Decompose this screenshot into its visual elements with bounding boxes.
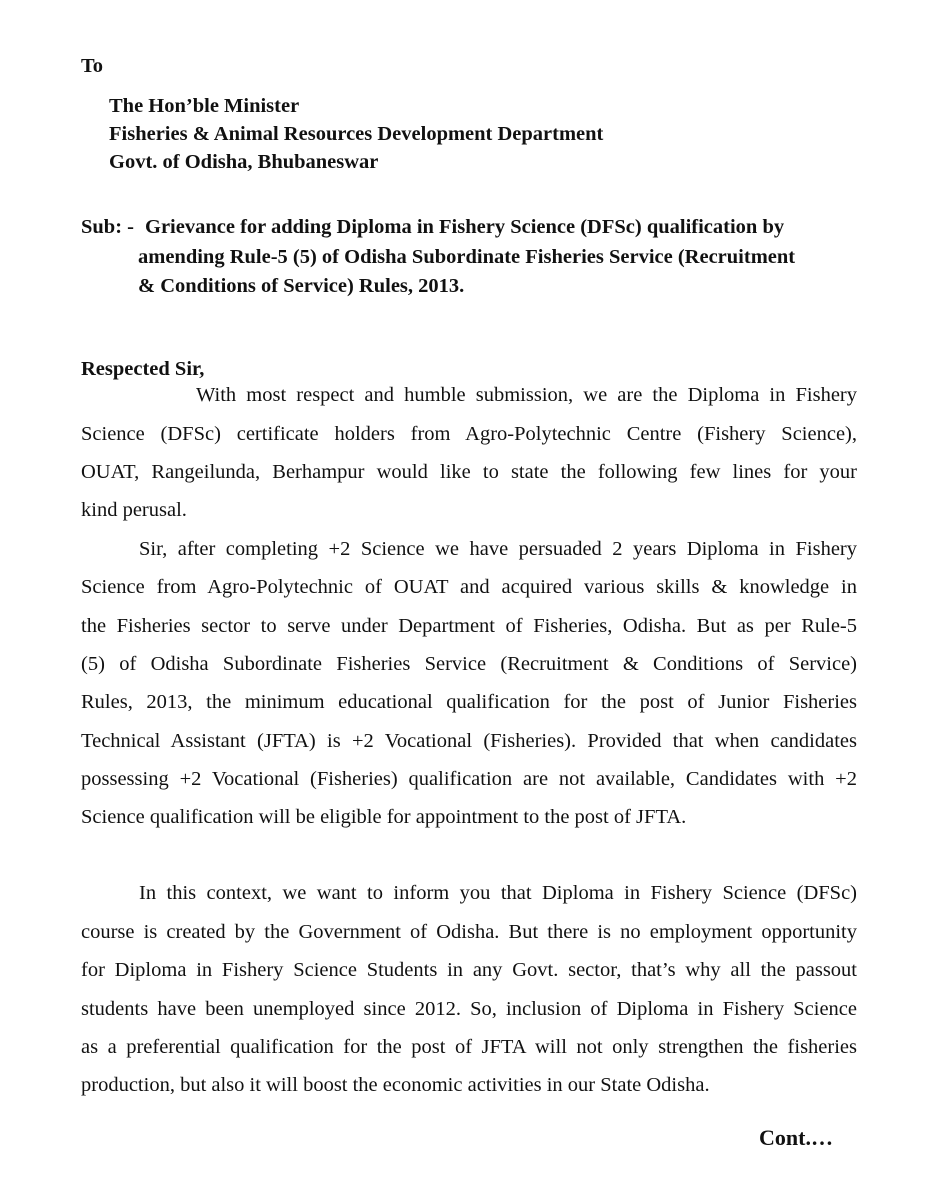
subject-line: Grievance for adding Diploma in Fishery Science (DFSc) qualification by bbox=[145, 216, 785, 238]
addressee-line: Fisheries & Animal Resources Development Department bbox=[109, 123, 604, 145]
paragraph-line: Sir, after completing +2 Science we have persuaded 2 years Diploma in Fishery bbox=[139, 538, 857, 560]
paragraph-line: OUAT, Rangeilunda, Berhampur would like to state the following few lines for your bbox=[81, 461, 857, 483]
paragraph-line: Science (DFSc) certificate holders from Agro-Polytechnic Centre (Fishery Science), bbox=[81, 423, 857, 445]
paragraph-line: Science qualification will be eligible for appointment to the post of JFTA. bbox=[81, 806, 687, 828]
paragraph-line: students have been unemployed since 2012. So, inclusion of Diploma in Fishery Science bbox=[81, 998, 857, 1020]
subject-line: & Conditions of Service) Rules, 2013. bbox=[138, 275, 465, 297]
addressee-line: Govt. of Odisha, Bhubaneswar bbox=[109, 151, 379, 173]
paragraph-line: In this context, we want to inform you that Diploma in Fishery Science (DFSc) bbox=[139, 882, 857, 904]
paragraph-line: possessing +2 Vocational (Fisheries) qualification are not available, Candidates with +2 bbox=[81, 768, 857, 790]
paragraph-line: for Diploma in Fishery Science Students in any Govt. sector, that’s why all the passout bbox=[81, 959, 857, 981]
paragraph-line: Technical Assistant (JFTA) is +2 Vocational (Fisheries). Provided that when candidates bbox=[81, 730, 857, 752]
salutation: Respected Sir, bbox=[81, 358, 205, 380]
paragraph-line: Science from Agro-Polytechnic of OUAT and acquired various skills & knowledge in bbox=[81, 576, 857, 598]
paragraph-line: kind perusal. bbox=[81, 499, 187, 521]
paragraph-line: as a preferential qualification for the post of JFTA will not only strengthen the fisheries bbox=[81, 1036, 857, 1058]
paragraph-line: With most respect and humble submission, we are the Diploma in Fishery bbox=[196, 384, 857, 406]
continuation-marker: Cont.… bbox=[759, 1125, 833, 1150]
paragraph-line: the Fisheries sector to serve under Department of Fisheries, Odisha. But as per Rule-5 bbox=[81, 615, 857, 637]
paragraph-line: (5) of Odisha Subordinate Fisheries Service (Recruitment & Conditions of Service) bbox=[81, 653, 857, 675]
to-label: To bbox=[81, 55, 104, 77]
paragraph-line: production, but also it will boost the economic activities in our State Odisha. bbox=[81, 1074, 710, 1096]
addressee-line: The Hon’ble Minister bbox=[109, 95, 300, 117]
subject-prefix: Sub: - bbox=[81, 216, 134, 238]
paragraph-line: Rules, 2013, the minimum educational qualification for the post of Junior Fisheries bbox=[81, 691, 857, 713]
paragraph-line: course is created by the Government of Odisha. But there is no employment opportunity bbox=[81, 921, 857, 943]
subject-line: amending Rule-5 (5) of Odisha Subordinate Fisheries Service (Recruitment bbox=[138, 246, 796, 268]
